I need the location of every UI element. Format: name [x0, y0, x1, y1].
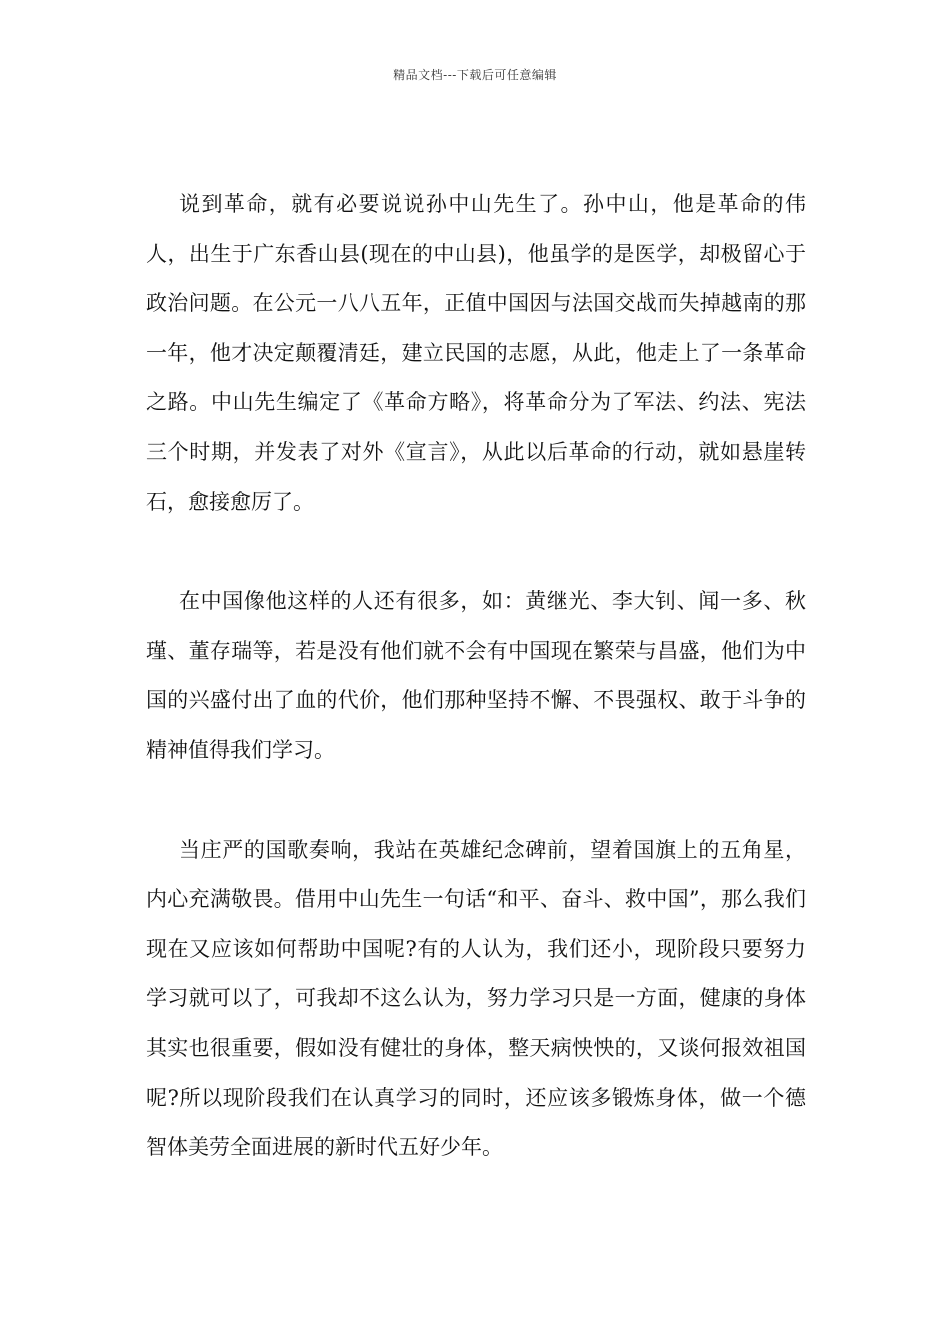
paragraph-3: 当庄严的国歌奏响，我站在英雄纪念碑前，望着国旗上的五角星，内心充满敬畏。借用中山先生一句话“和平、奋斗、救中国”，那么我们现在又应该如何帮助中国呢?有的人认为，我们还小，现阶段只要努力学习就可以了，可我却不这么认为，努力学习只是一方面，健康的身体其实也很重要，假如没有健壮的身体，整天病怏怏的，又谈何报效祖国呢?所以现阶段我们在认真学习的同时，还应该多锻炼身体，做一个德智体美劳全面进展的新时代五好少年。: [146, 837, 806, 1160]
paragraph-1: 说到革命，就有必要说说孙中山先生了。孙中山，他是革命的伟人，出生于广东香山县(现在的中山县)，他虽学的是医学，却极留心于政治问题。在公元一八八五年，正值中国因与法国交战而失掉越南的那一年，他才决定颠覆清廷，建立民国的志愿，从此，他走上了一条革命之路。中山先生编定了《革命方略》，将革命分为了军法、约法、宪法三个时期，并发表了对外《宣言》，从此以后革命的行动，就如悬崖转石，愈接愈厉了。: [146, 192, 806, 514]
page-header: 精品文档---下载后可任意编辑: [393, 68, 557, 82]
document-body: [146, 180, 806, 1223]
paragraph-2: 在中国像他这样的人还有很多，如：黄继光、李大钊、闻一多、秋瑾、董存瑞等，若是没有他们就不会有中国现在繁荣与昌盛，他们为中国的兴盛付出了血的代价，他们那种坚持不懈、不畏强权、敢于斗争的精神值得我们学习。: [146, 589, 806, 762]
